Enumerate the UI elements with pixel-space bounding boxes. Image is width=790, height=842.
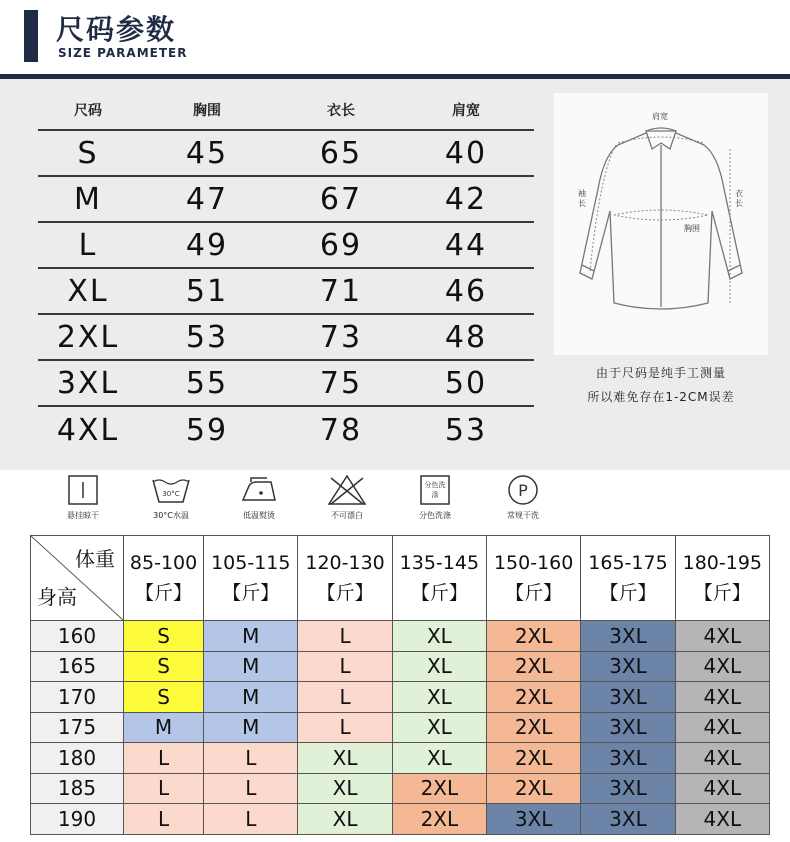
table-row (31, 743, 770, 774)
size-cell: 2XL (487, 743, 581, 774)
size-cell: XL (298, 743, 392, 774)
shoulder-cell: 53 (444, 412, 488, 448)
size-cell: 4XL (675, 651, 769, 682)
weight-unit: 【斤】 (693, 582, 751, 604)
size-cell: 2XL (392, 804, 486, 835)
wash-temp-symbol: 30°C (162, 490, 180, 498)
header-chest: 胸围 (193, 103, 221, 119)
height-cell: 165 (31, 651, 124, 682)
table-row (31, 621, 770, 652)
table-row (31, 712, 770, 743)
size-cell: XL (392, 743, 486, 774)
size-cell: 2XL (487, 651, 581, 682)
corner-height-label: 身高 (37, 585, 77, 609)
page-header (0, 0, 790, 80)
size-cell: XL (392, 621, 486, 652)
chest-cell: 51 (185, 273, 229, 309)
height-cell: 160 (31, 621, 124, 652)
size-cell: 2XL (487, 773, 581, 804)
note-line-2: 所以难免存在1-2CM误差 (587, 390, 735, 404)
size-cell: XL (298, 773, 392, 804)
size-recommendation-table (30, 535, 770, 835)
weight-range: 105-115 (211, 552, 291, 574)
size-cell: L (124, 743, 204, 774)
height-cell: 170 (31, 682, 124, 713)
care-item-separate-wash (392, 474, 478, 521)
weight-unit: 【斤】 (316, 582, 374, 604)
wash-30-icon (149, 474, 193, 506)
size-cell: 2XL (487, 621, 581, 652)
header-size: 尺码 (74, 103, 102, 119)
size-cell: L (204, 804, 298, 835)
size-cell: S (77, 135, 99, 171)
weight-range: 165-175 (588, 552, 668, 574)
size-cell: M (204, 621, 298, 652)
size-cell: 3XL (581, 621, 675, 652)
page-subtitle: SIZE PARAMETER (58, 46, 188, 60)
care-label: 不可漂白 (331, 511, 363, 520)
diagram-label-chest: 胸围 (684, 224, 700, 233)
table-row (38, 177, 534, 223)
size-cell: 4XL (675, 621, 769, 652)
table-row (38, 361, 534, 407)
size-cell: M (204, 651, 298, 682)
weight-header (675, 536, 769, 621)
note-line-1: 由于尺码是纯手工测量 (595, 366, 726, 380)
corner-weight-label: 体重 (75, 547, 115, 571)
size-cell: L (204, 773, 298, 804)
weight-unit: 【斤】 (505, 582, 563, 604)
shoulder-cell: 46 (444, 273, 488, 309)
size-cell: XL (67, 273, 109, 309)
size-cell: L (298, 621, 392, 652)
weight-range: 180-195 (682, 552, 762, 574)
table-row (38, 131, 534, 177)
length-cell: 78 (319, 412, 363, 448)
length-cell: 73 (319, 319, 363, 355)
table-row (38, 269, 534, 315)
table-row (31, 773, 770, 804)
measurement-note (554, 361, 768, 409)
size-cell: L (124, 773, 204, 804)
shirt-outline-icon (554, 93, 768, 355)
chest-cell: 47 (185, 181, 229, 217)
size-cell: 3XL (581, 743, 675, 774)
separate-wash-symbol: 分色洗涤 (424, 481, 446, 499)
size-parameter-panel (0, 79, 790, 470)
shirt-measurement-diagram (554, 93, 768, 355)
care-item-hang-dry (40, 474, 126, 521)
care-item-low-iron (216, 474, 302, 521)
weight-header (204, 536, 298, 621)
size-cell: 4XL (675, 743, 769, 774)
length-cell: 65 (319, 135, 363, 171)
size-cell: 3XL (581, 712, 675, 743)
weight-header (298, 536, 392, 621)
size-cell: S (124, 651, 204, 682)
size-cell: 4XL (56, 412, 120, 448)
chest-cell: 49 (185, 227, 229, 263)
care-label: 分色洗涤 (419, 511, 451, 520)
size-cell: L (78, 227, 98, 263)
table-row (38, 223, 534, 269)
size-cell: L (124, 804, 204, 835)
table-row (31, 651, 770, 682)
size-cell: 2XL (392, 773, 486, 804)
size-cell: 3XL (487, 804, 581, 835)
care-label: 悬挂晾干 (67, 511, 99, 520)
size-cell: 4XL (675, 804, 769, 835)
size-cell: S (124, 682, 204, 713)
shoulder-cell: 48 (444, 319, 488, 355)
weight-unit: 【斤】 (410, 582, 468, 604)
low-iron-icon (237, 474, 281, 506)
header-accent-bar (24, 10, 38, 62)
weight-header (581, 536, 675, 621)
chest-cell: 45 (185, 135, 229, 171)
length-cell: 71 (319, 273, 363, 309)
size-cell: M (204, 682, 298, 713)
weight-range: 135-145 (399, 552, 480, 574)
size-cell: L (298, 651, 392, 682)
weight-header (487, 536, 581, 621)
size-cell: XL (392, 712, 486, 743)
size-cell: 2XL (56, 319, 120, 355)
size-cell: 3XL (581, 651, 675, 682)
shoulder-cell: 44 (444, 227, 488, 263)
weight-unit: 【斤】 (135, 582, 193, 604)
size-cell: S (124, 621, 204, 652)
size-cell: M (74, 181, 102, 217)
size-cell: 4XL (675, 773, 769, 804)
weight-range: 85-100 (129, 552, 198, 574)
weight-unit: 【斤】 (599, 582, 657, 604)
table-row (38, 315, 534, 361)
weight-range: 120-130 (305, 552, 385, 574)
table-row (31, 682, 770, 713)
diagram-label-sleeve: 袖长 (578, 189, 586, 208)
shoulder-cell: 40 (444, 135, 488, 171)
shoulder-cell: 42 (444, 181, 488, 217)
height-cell: 190 (31, 804, 124, 835)
shoulder-cell: 50 (444, 365, 488, 401)
weight-header-row (31, 536, 770, 621)
header-shoulder: 肩宽 (452, 103, 480, 119)
length-cell: 75 (319, 365, 363, 401)
size-cell: L (204, 743, 298, 774)
corner-cell (31, 536, 124, 621)
weight-header (124, 536, 204, 621)
no-bleach-icon (325, 474, 369, 506)
page-title: 尺码参数 (56, 13, 177, 46)
size-cell: XL (392, 682, 486, 713)
hang-dry-icon (65, 474, 101, 506)
size-cell: XL (392, 651, 486, 682)
care-label: 常规干洗 (507, 511, 539, 520)
height-cell: 180 (31, 743, 124, 774)
dry-clean-icon (505, 474, 541, 506)
height-cell: 175 (31, 712, 124, 743)
header-length: 衣长 (327, 103, 355, 119)
length-cell: 69 (319, 227, 363, 263)
chest-cell: 53 (185, 319, 229, 355)
chest-cell: 55 (185, 365, 229, 401)
height-cell: 185 (31, 773, 124, 804)
table-row (38, 407, 534, 453)
weight-range: 150-160 (493, 552, 574, 574)
size-cell: L (298, 712, 392, 743)
size-cell: 4XL (675, 712, 769, 743)
size-cell: 3XL (581, 682, 675, 713)
care-item-wash-30 (128, 474, 214, 521)
diagram-label-length: 衣长 (735, 189, 743, 208)
weight-unit: 【斤】 (222, 582, 280, 604)
care-instructions (40, 474, 570, 530)
size-cell: 2XL (487, 712, 581, 743)
size-cell: 2XL (487, 682, 581, 713)
size-cell: M (204, 712, 298, 743)
care-item-no-bleach (304, 474, 390, 521)
chest-cell: 59 (185, 412, 229, 448)
weight-header (392, 536, 486, 621)
size-cell: 4XL (675, 682, 769, 713)
care-label: 低温熨烫 (243, 511, 275, 520)
size-cell: L (298, 682, 392, 713)
size-table (38, 91, 534, 453)
size-cell: XL (298, 804, 392, 835)
care-label: 30°C水温 (153, 511, 189, 520)
care-item-dry-clean (480, 474, 566, 521)
size-cell: 3XL (581, 773, 675, 804)
diagram-label-shoulder: 肩宽 (652, 112, 668, 121)
size-cell: M (124, 712, 204, 743)
size-cell: 3XL (56, 365, 120, 401)
length-cell: 67 (319, 181, 363, 217)
table-row (31, 804, 770, 835)
dry-clean-symbol: P (518, 481, 528, 500)
size-cell: 3XL (581, 804, 675, 835)
size-table-header (38, 91, 534, 131)
